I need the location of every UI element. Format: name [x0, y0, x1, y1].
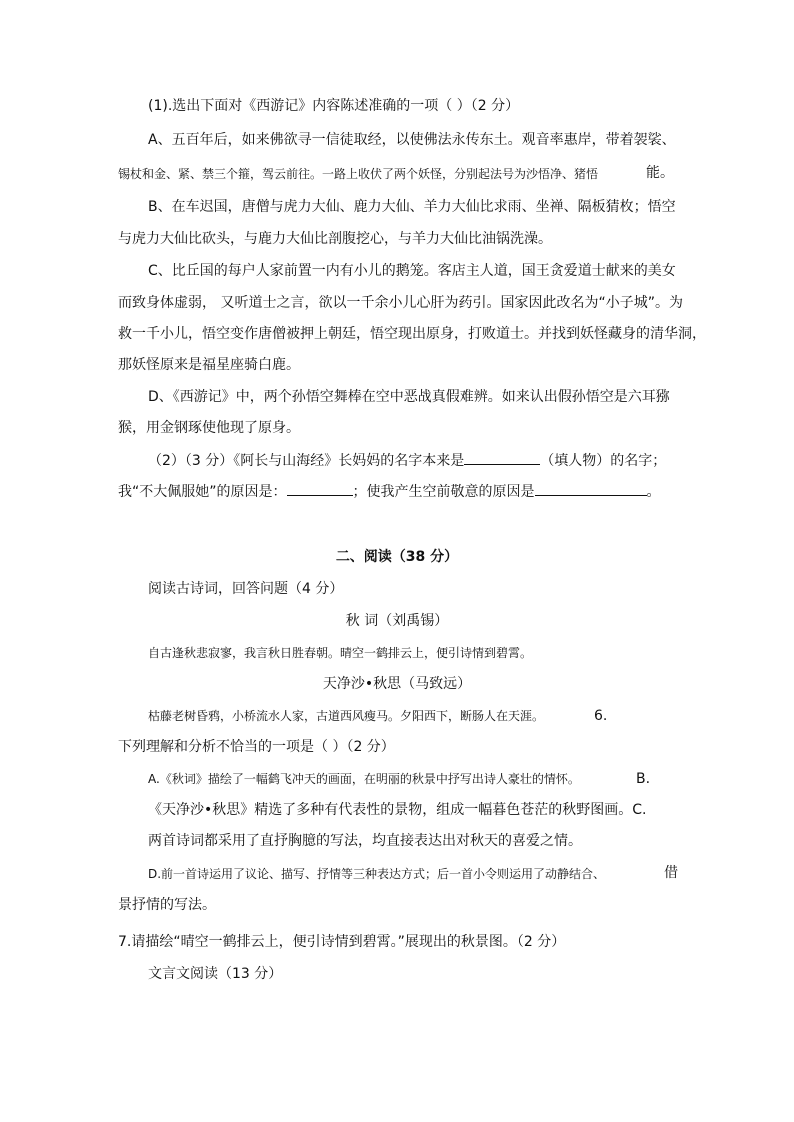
- q2-part3: 我“不大佩服她”的原因是：: [118, 484, 287, 500]
- q1-option-c-line1: C、比丘国的每户人家前置一内有小儿的鹅笼。客店主人道，国王贪爱道士献来的美女: [148, 263, 676, 279]
- q6-option-b: 《天净沙•秋思》精选了多种有代表性的景物，组成一幅暮色苍茫的秋野图画。C.: [148, 802, 647, 818]
- q2-part5: 。: [646, 484, 661, 500]
- q2-line1: [148, 450, 666, 471]
- q1-option-a-line2: 锡杖和金、紧、禁三个箍，驾云前往。一路上收伏了两个妖怪，分别起法号为沙悟净、猪悟: [118, 167, 599, 181]
- q2-blank-reason2[interactable]: [535, 481, 647, 496]
- q6-option-d-line1: D.前一首诗运用了议论、描写、抒情等三种表达方式；后一首小令则运用了动静结合、: [148, 867, 606, 881]
- q2-part4: ；使我产生空前敬意的原因是: [352, 484, 535, 500]
- q6-option-d-line2: 景抒情的写法。: [118, 897, 216, 913]
- q6-option-c: 两首诗词都采用了直抒胸臆的写法，均直接表达出对秋天的喜爱之情。: [148, 833, 582, 849]
- q6-option-d-line1-end: 借: [664, 865, 678, 881]
- q1-option-a-line1: A、五百年后，如来佛欲寻一信徒取经，以使佛法永传东土。观音率惠岸，带着袈裟、: [148, 132, 676, 148]
- q1-option-a-line2-end: 能。: [646, 165, 674, 181]
- q2-part1: （2）（3 分）《阿长与山海经》长妈妈的名字本来是: [148, 453, 465, 469]
- q1-stem: (1).选出下面对《西游记》内容陈述准确的一项（ ）（2 分）: [148, 98, 520, 114]
- q1-option-c-line3: 救一千小儿，悟空变作唐僧被押上朝廷，悟空现出原身，打败道士。并找到妖怪藏身的清华洞，: [118, 326, 706, 342]
- q1-option-c-line4: 那妖怪原来是福星座骑白鹿。: [118, 357, 300, 373]
- classical-reading-heading: 文言文阅读（13 分）: [148, 966, 283, 982]
- poem-intro: 阅读古诗词，回答问题（4 分）: [148, 581, 344, 597]
- q2-part2: （填人物）的名字；: [540, 453, 667, 469]
- q1-option-b-line1: B、在车迟国，唐僧与虎力大仙、鹿力大仙、羊力大仙比求雨、坐禅、隔板猜枚；悟空: [148, 199, 676, 215]
- q6-option-a: A.《秋词》描绘了一幅鹤飞冲天的画面，在明丽的秋景中抒写出诗人豪壮的情怀。: [148, 772, 580, 786]
- q2-blank-reason1[interactable]: [287, 481, 353, 496]
- poem1-text: 自古逢秋悲寂寥，我言秋日胜春朝。晴空一鹤排云上，便引诗情到碧霄。: [148, 646, 533, 660]
- q1-option-d-line1: D、《西游记》中，两个孙悟空舞棒在空中恶战真假难辨。如来认出假孙悟空是六耳猕: [148, 389, 670, 405]
- q1-option-d-line2: 猴，用金钢琢使他现了原身。: [118, 420, 300, 436]
- poem2-title: 天净沙•秋思（马致远）: [322, 676, 472, 692]
- q2-blank-name[interactable]: [464, 450, 540, 465]
- q6-stem: 下列理解和分析不恰当的一项是（ ）（2 分）: [118, 739, 395, 755]
- poem2-text: 枯藤老树昏鸦，小桥流水人家，古道西风瘦马。夕阳西下，断肠人在天涯。: [148, 709, 545, 723]
- q7-stem: 7.请描绘“晴空一鹤排云上，便引诗情到碧霄。”展现出的秋景图。（2 分）: [118, 934, 566, 950]
- q6-number: 6.: [594, 708, 608, 724]
- q6-option-b-label: B.: [636, 771, 651, 787]
- q1-option-c-line2: 而致身体虚弱， 又听道士之言，欲以一千余小儿心肝为药引。国家因此改名为“小子城”。为: [118, 295, 683, 311]
- q2-line2: [118, 481, 661, 502]
- poem1-title: 秋 词（刘禹锡）: [345, 613, 449, 629]
- q1-option-b-line2: 与虎力大仙比砍头，与鹿力大仙比剖腹挖心，与羊力大仙比油锅洗澡。: [118, 231, 552, 247]
- section-title: 二、阅读（38 分）: [335, 549, 459, 565]
